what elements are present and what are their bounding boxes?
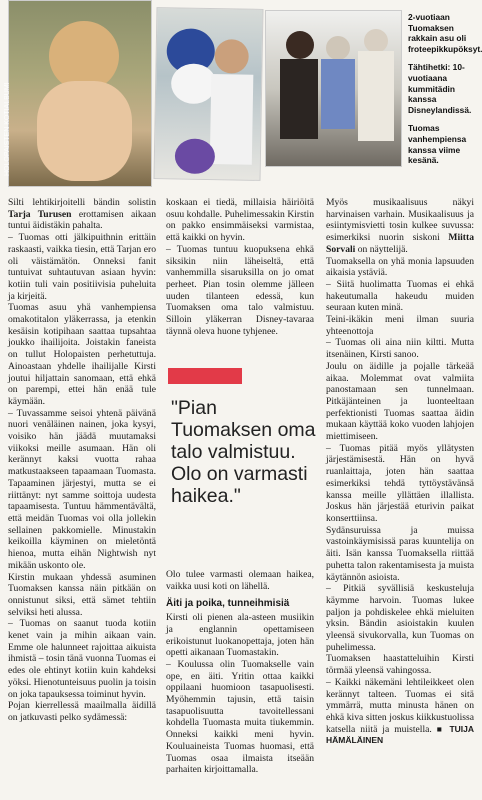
column-1 (8, 197, 156, 724)
paragraph: – Tuomas otti jälkipuithnin erittäin raskaasti, vaikka tiesin, että Tarjan ero oli väistämätön. Onneksi fanit tuntuivat suhtautuvan asiaan hyvin: kotiin tuli vain positiivisia puheluita ja kirjeitä. (8, 232, 156, 302)
paragraph: Teini-ikäkin meni ilman suuria yhteenottoja (326, 314, 474, 337)
paragraph: Myös musikaalisuus näkyi harvinaisen varhain. Musikaalisuus ja esiintymisvietti tosin kulkee suvussa: esimerkiksi nuorin siskoni (326, 197, 474, 244)
column-3 (326, 197, 474, 747)
caption-2: Tähtihetki: 10-vuotiaana kummitädin kanssa Disneylandissä. (408, 62, 472, 115)
paragraph: – Tuomas pitää myös yllätysten järjestämisestä. Hän on hyvä ruanlaittaja, joten hän saattaa esimerkiksi tehdä tyttöystävänsä kanssa meille yllättäen illallista. Joskus hän järjestää eturivin paikat konserttiinsa. (326, 442, 474, 524)
article-body (8, 197, 474, 797)
paragraph: Pojan kierrellessä maailmalla äidillä on jatkuvasti pelko sydämessä: (8, 700, 156, 723)
caption-3: Tuomas vanhempiensa kanssa viime kesänä. (408, 123, 467, 166)
photo-strip (0, 0, 482, 190)
paragraph: – Tuomas tuntuu kuopuksena ehkä siksikin niin läheiseltä, että vanhemmilla sisaruksilla on jo omat perheet. Pian tosin olemme jälleen uuden tilanteen edessä, kun Tuomaksen oma talo valmistuu. Silloin yläkerran Disney-tavaraa täynnä oleva huone tyhjenee. (166, 243, 314, 337)
paragraph: erottamisen aikaan tuntui äidistäkin pahalta. (8, 208, 156, 232)
paragraph: Silti lehtikirjoitelli bändin solistin (8, 197, 156, 208)
paragraph: – Tuvassamme seisoi yhtenä päivänä nuori venäläinen nainen, joka kysyi, voisiko hän jäädä muutamaksi viikoksi meille asumaan. Hän oli kerännyt kaksi vuotta rahaa matkustaakseen tapaamaan Tuomasta. Tapaaminen järjestyi, mutta se ei riittänyt: nyt samme soittoja uudesta tapaamisesta. Tuntuu hämmentävältä, että meidän Tuomas voi olla jollekin sellainen pakkomielle. Minustakin keikoilla käyminen on mieletöntä hienoa, mutta eihän Nightwish nyt mikään uskonto ole. (8, 407, 156, 571)
photo-parents (265, 10, 402, 167)
photo-captions (408, 12, 482, 174)
paragraph: Tuomas asuu yhä vanhempiensa omakotitalon yläkerrassa, ja etenkin kesäisin kotipihaan saattaa tupsahtaa joukko ihailijoita. Joistakin faneista on tullut Holopaisten perhetuttuja. Ainoastaan yhdelle ihailijalle Kirsti joutui hiljattain sanomaan, että ehkä on parempi, ettei hän enää tule käymään. (8, 302, 156, 407)
byline: ■ TUIJA HÄMÄLÄINEN (326, 723, 474, 746)
paragraph: Sydänsuruissa ja muissa vastoinkäymisissä paras kuuntelija on äiti. Isän kanssa Tuomaksella riittää puhetta talon rakentamisesta ja muista käytännön asioista. (326, 524, 474, 583)
paragraph: Tuomaksella on yhä monia lapsuuden aikaisia ystäviä. (326, 255, 474, 279)
paragraph: – Tuomas oli aina niin kiltti. Mutta itsenäinen, Kirsti sanoo. (326, 337, 474, 361)
paragraph: Tuomaksen haastatteluihin Kirsti törmää yleensä vahingossa. (326, 653, 474, 677)
caption-1: 2-vuotiaan Tuomaksen rakkain asu oli froteepikkupöksyt. (408, 12, 482, 54)
column-2-lower (166, 569, 314, 776)
photo-credit: HOLOPAISTEN KOTIALBUMI (4, 82, 11, 176)
paragraph: Kirstin mukaan yhdessä asuminen Tuomaksen kanssa näin pitkään on onnistunut siksi, että sämet tehtiin selviksi heti alussa. (8, 571, 156, 618)
paragraph: Joulu on äidille ja pojalle tärkeää aikaa. Molemmat ovat valmiita panostamaan sen tunnelmaan. Pitkäjänteinen ja luonteeltaan perfektionisti Tuomas saattaa äidin mukaan käyttää koko vuoden lahjojen miettimiseen. (326, 360, 474, 443)
paragraph: – Kaikki näkemäni lehtileikkeet olen kerännyt talteen. Tuomas ei sitä ymmärrä, mutta minusta hänen on ehkä kiva sitten joskus kiikkustuolissa katsella niitä ja muistella. (326, 676, 474, 735)
column-2 (166, 197, 314, 337)
person-name: Tarja Turusen (8, 208, 72, 220)
paragraph: – Pitkiä syvällisiä keskusteluja käymme harvoin. Tuomas lukee paljon ja pohdiskelee ehkä mieluiten yksin. Bändin asioistakin kuulen yleensä sivukorvalla, kun Tuomas on puhelimessa. (326, 583, 474, 653)
paragraph: – Koulussa olin Tuomakselle vain ope, en äiti. Yritin ottaa kaikki oppilaani huomioon tasapuolisesti. Myöhemmin tajusin, että taisin tasapuolisuutta tavoitellessani kohdella Tuomasta muita tiukemmin. Onneksi kaikki meni hyvin. Kouluaineista Tuomas huomasi, että Tuomas osaa ilmaista itseään parhaiten kirjoittamalla. (166, 658, 314, 776)
paragraph: Kirsti oli pienen ala-asteen musiikin ja englannin opettamiseen erikoistunut luokanopettaja, joten hän opetti aikanaan Tuomastakin. (166, 612, 314, 659)
subheading: Äiti ja poika, tunneihmisiä (166, 598, 290, 610)
paragraph: Olo tulee varmasti olemaan haikea, vaikka uusi koti on lähellä. (166, 569, 314, 592)
paragraph: – Tuomas on saanut tuoda kotiin kenet vain ja mihin aikaan vain. Emme ole halunneet rajoittaa aikuista ihmistä – tosin tänä vuonna Tuomas ei edes ole ehtinyt kotiin kuin kahdeksi yöksi. Hienotunteisuus puolin ja toisin on joka tapauksessa toiminut hyvin. (8, 618, 156, 700)
person-name: Miitta Sorvali (326, 232, 474, 255)
paragraph: koskaan ei tiedä, millaisia häiriöitä osuu kohdalle. Puhelimessakin Kirstin on pakko ensimmäiseksi varmistaa, että kaikki on hyvin. (166, 197, 314, 244)
pull-quote-accent (168, 368, 242, 384)
paragraph: – Siitä huolimatta Tuomas ei ehkä hakeutumalla hakeudu muiden seuraan kuten minä. (326, 278, 474, 314)
pull-quote: "Pian Tuomaksen oma talo valmistuu. Olo on varmasti haikea." (171, 397, 316, 507)
photo-toddler (4, 0, 152, 187)
paragraph: on näyttelijä. (357, 243, 408, 255)
photo-disneyland (154, 7, 264, 181)
